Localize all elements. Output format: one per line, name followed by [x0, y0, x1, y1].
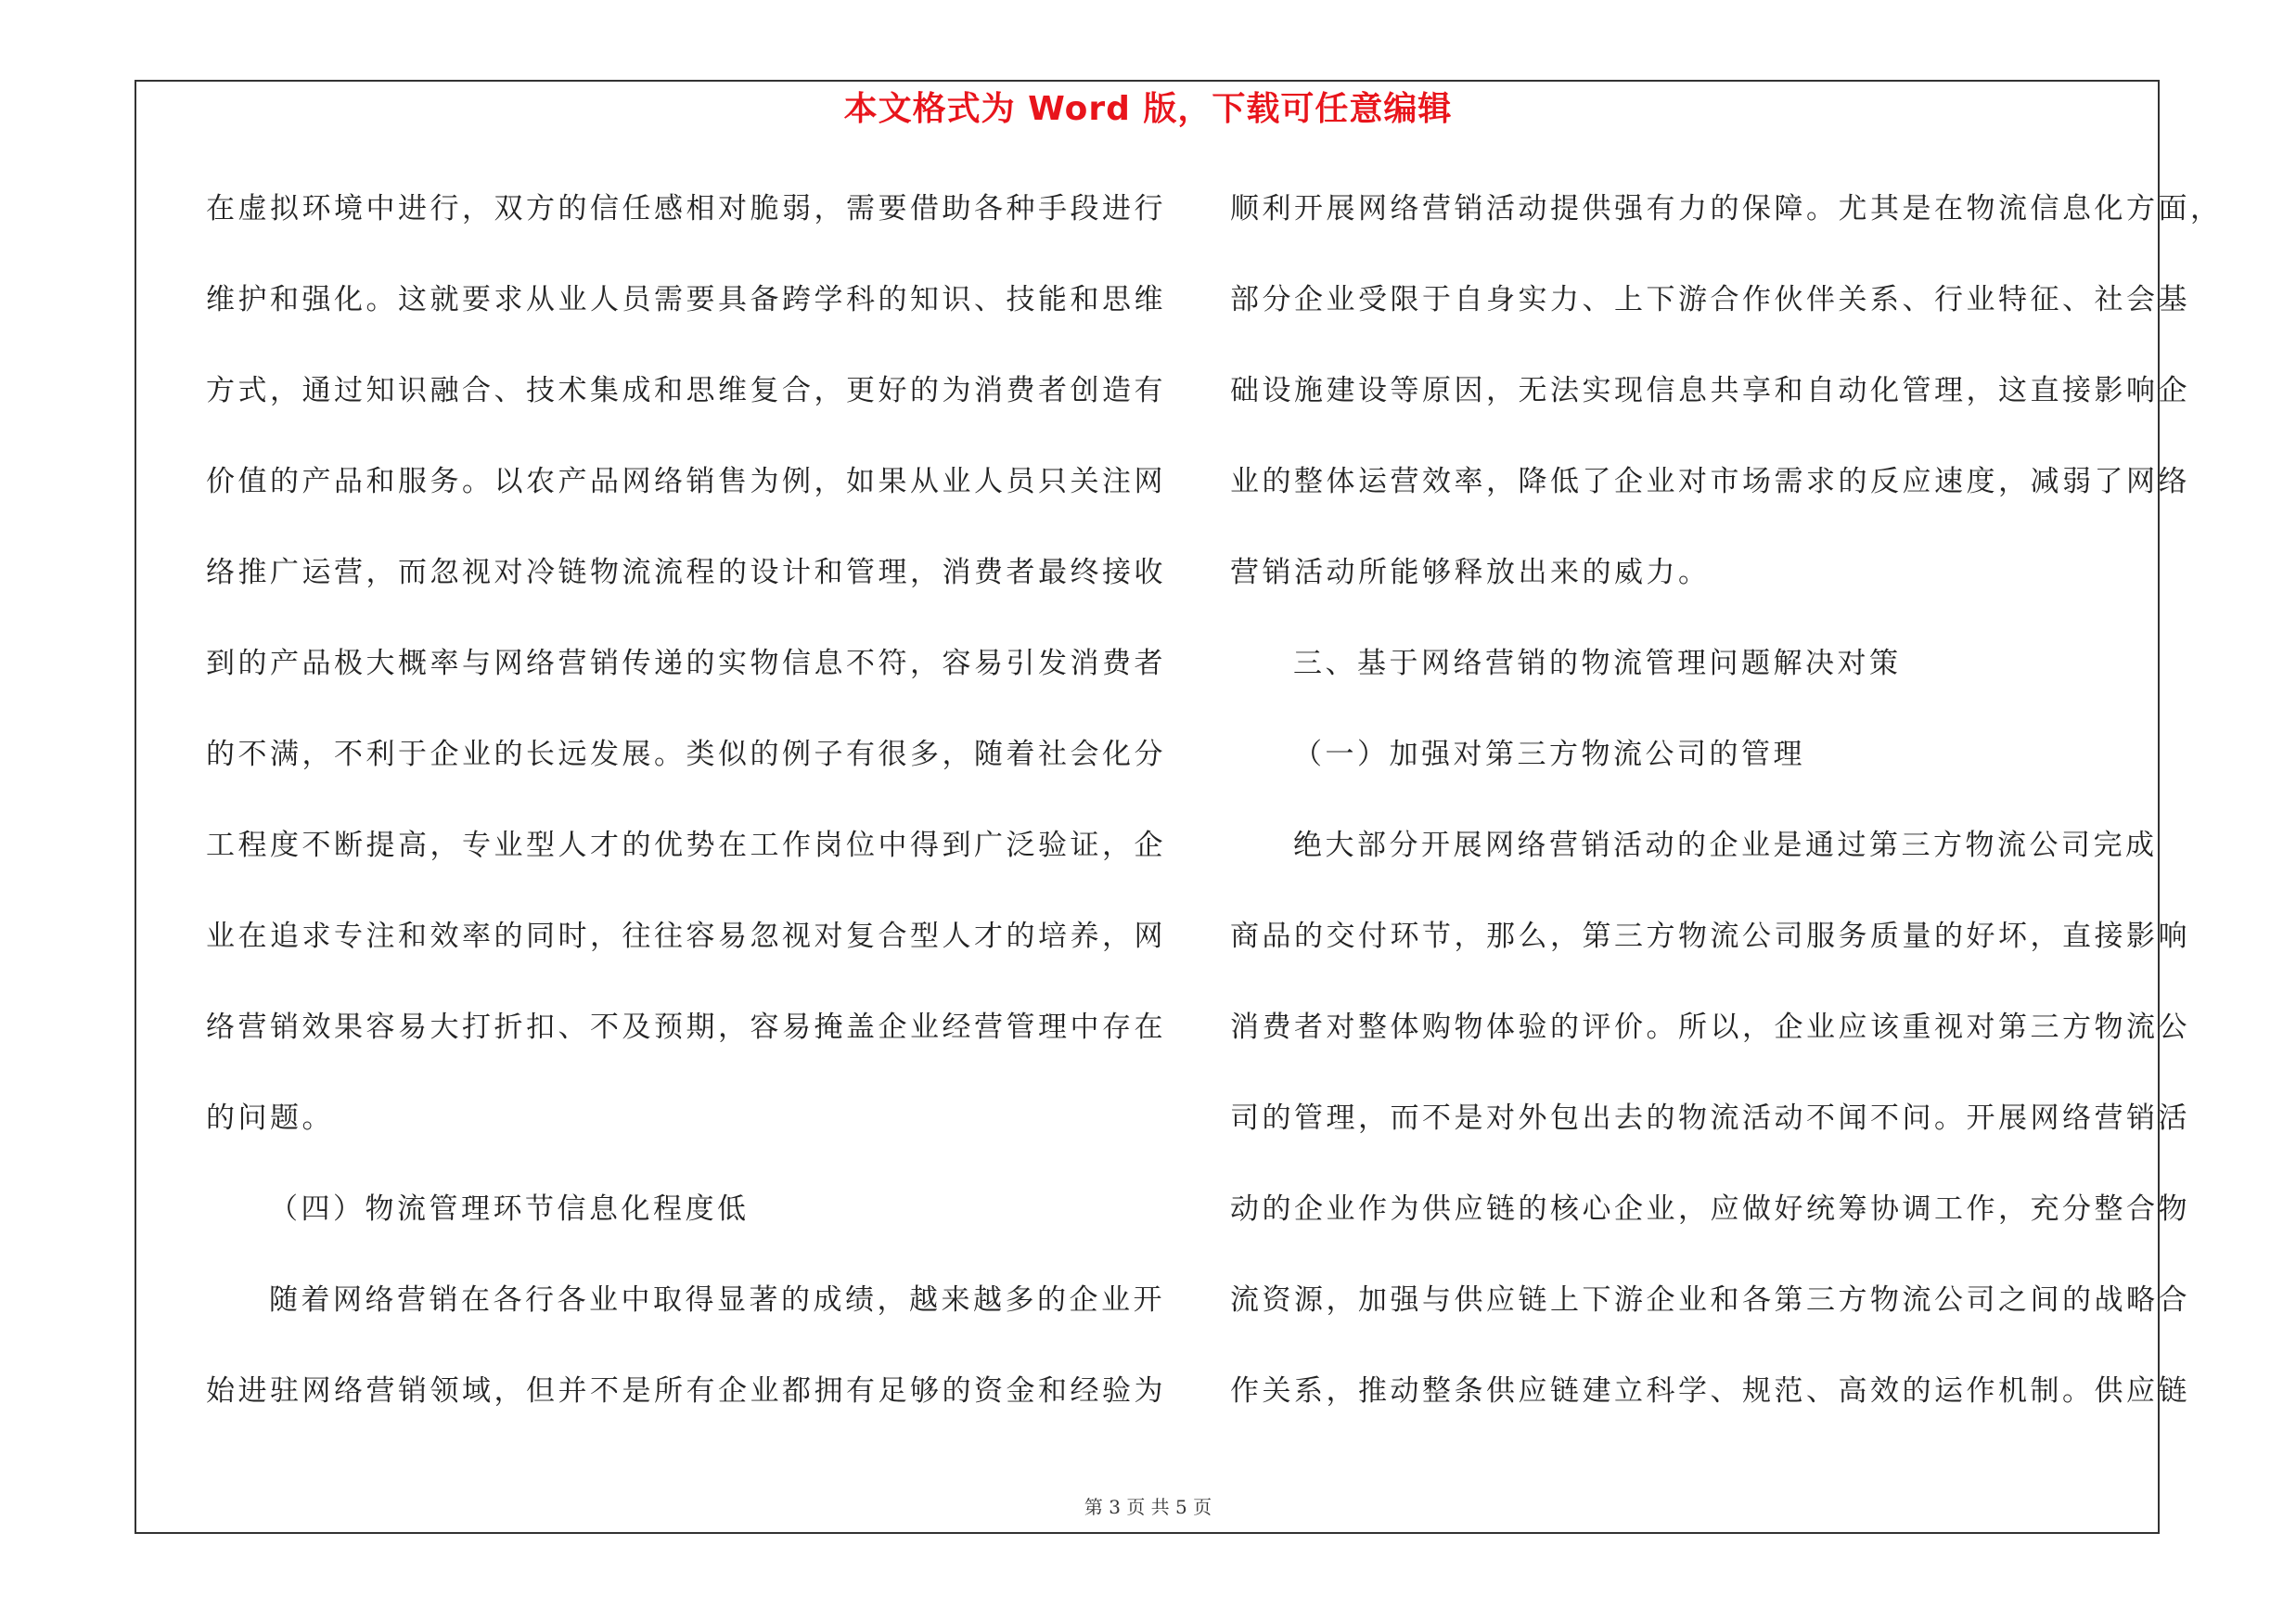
left-text-column — [206, 184, 1166, 1457]
paragraph-line: 到的产品极大概率与网络营销传递的实物信息不符，容易引发消费者 — [206, 647, 1166, 680]
paragraph-line: 工程度不断提高，专业型人才的优势在工作岗位中得到广泛验证，企 — [206, 829, 1166, 862]
section-heading: 三、基于网络营销的物流管理问题解决对策 — [1293, 647, 1902, 680]
right-text-column — [1230, 184, 2223, 1457]
paragraph-line: 始进驻网络营销领域，但并不是所有企业都拥有足够的资金和经验为 — [206, 1374, 1166, 1408]
paragraph-line: 部分企业受限于自身实力、上下游合作伙伴关系、行业特征、社会基 — [1230, 283, 2190, 316]
paragraph-line: 方式，通过知识融合、技术集成和思维复合，更好的为消费者创造有 — [206, 374, 1166, 407]
paragraph-line: 的不满，不利于企业的长远发展。类似的例子有很多，随着社会化分 — [206, 738, 1166, 771]
word-format-notice: 本文格式为 Word 版，下载可任意编辑 — [843, 90, 1453, 128]
paragraph-line: 业的整体运营效率，降低了企业对市场需求的反应速度，减弱了网络 — [1230, 465, 2190, 498]
paragraph-line: 络营销效果容易大打折扣、不及预期，容易掩盖企业经营管理中存在 — [206, 1011, 1166, 1044]
paragraph-line: 价值的产品和服务。以农产品网络销售为例，如果从业人员只关注网 — [206, 465, 1166, 498]
page-number-footer: 第 3 页 共 5 页 — [1084, 1496, 1212, 1518]
paragraph-line: 动的企业作为供应链的核心企业，应做好统筹协调工作，充分整合物 — [1230, 1192, 2190, 1226]
paragraph-line: 营销活动所能够释放出来的威力。 — [1230, 556, 1711, 589]
paragraph-line: 司的管理，而不是对外包出去的物流活动不闻不问。开展网络营销活 — [1230, 1101, 2190, 1135]
paragraph-line: 络推广运营，而忽视对冷链物流流程的设计和管理，消费者最终接收 — [206, 556, 1166, 589]
paragraph-line: 作关系，推动整条供应链建立科学、规范、高效的运作机制。供应链 — [1230, 1374, 2190, 1408]
paragraph-line: 随着网络营销在各行各业中取得显著的成绩，越来越多的企业开 — [269, 1283, 1165, 1317]
paragraph-line: 维护和强化。这就要求从业人员需要具备跨学科的知识、技能和思维 — [206, 283, 1166, 316]
subsection-heading: （一）加强对第三方物流公司的管理 — [1293, 738, 1805, 771]
section-heading: （四）物流管理环节信息化程度低 — [269, 1192, 750, 1226]
paragraph-line: 顺利开展网络营销活动提供强有力的保障。尤其是在物流信息化方面， — [1230, 192, 2223, 225]
paragraph-line: 消费者对整体购物体验的评价。所以，企业应该重视对第三方物流公 — [1230, 1011, 2190, 1044]
paragraph-line: 绝大部分开展网络营销活动的企业是通过第三方物流公司完成 — [1293, 829, 2158, 862]
paragraph-line: 在虚拟环境中进行，双方的信任感相对脆弱，需要借助各种手段进行 — [206, 192, 1166, 225]
paragraph-line: 础设施建设等原因，无法实现信息共享和自动化管理，这直接影响企 — [1230, 374, 2190, 407]
paragraph-line: 业在追求专注和效率的同时，往往容易忽视对复合型人才的培养，网 — [206, 920, 1166, 953]
paragraph-line: 的问题。 — [206, 1101, 334, 1135]
paragraph-line: 流资源，加强与供应链上下游企业和各第三方物流公司之间的战略合 — [1230, 1283, 2190, 1317]
paragraph-line: 商品的交付环节，那么，第三方物流公司服务质量的好坏，直接影响 — [1230, 920, 2190, 953]
